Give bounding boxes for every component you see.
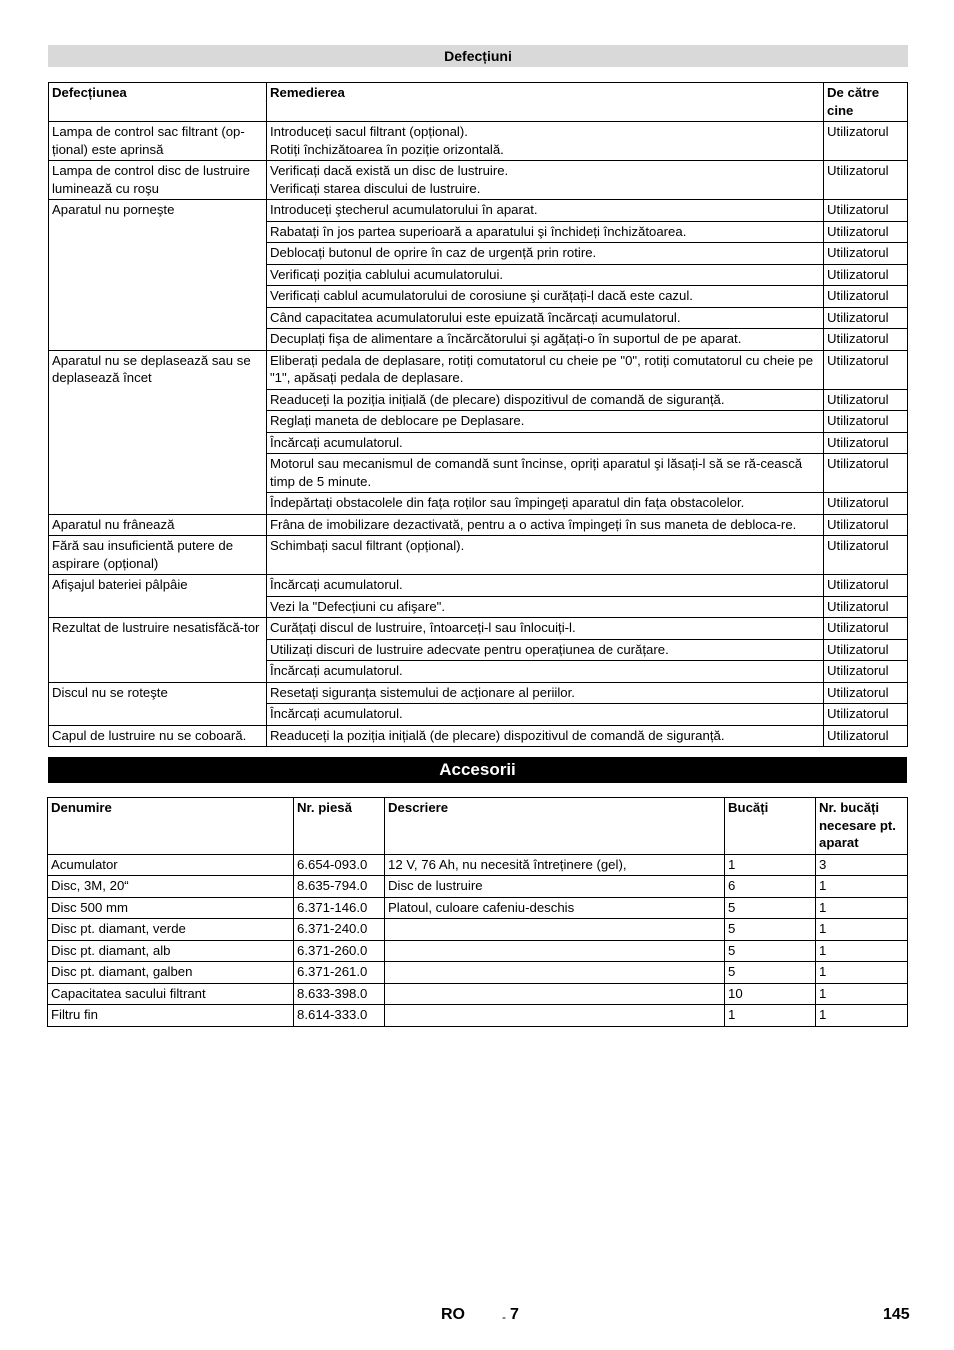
description-cell: Disc de lustruire xyxy=(385,876,725,898)
description-cell xyxy=(385,919,725,941)
defects-table xyxy=(48,82,908,747)
accessories-header-row xyxy=(48,798,908,855)
header-pieces: Bucăți xyxy=(725,798,816,855)
pieces-cell: 1 xyxy=(725,854,816,876)
defects-header-row xyxy=(49,83,908,122)
header-remedy: Remedierea xyxy=(267,83,824,122)
pieces-cell: 5 xyxy=(725,962,816,984)
defect-cell: Aparatul nu frânează xyxy=(49,514,267,536)
defect-row xyxy=(49,618,908,640)
accessory-row xyxy=(48,919,908,941)
pieces-cell: 1 xyxy=(725,1005,816,1027)
defect-cell: Lampa de control disc de lustruire luminează cu roşu xyxy=(49,161,267,200)
who-cell: Utilizatorul xyxy=(824,161,908,200)
pieces-cell: 6 xyxy=(725,876,816,898)
remedy-cell: Încărcați acumulatorul. xyxy=(267,575,824,597)
defect-row xyxy=(49,161,908,200)
remedy-cell: Utilizați discuri de lustruire adecvate pentru operațiunea de curățare. xyxy=(267,639,824,661)
part-no-cell: 8.633-398.0 xyxy=(294,983,385,1005)
name-cell: Capacitatea sacului filtrant xyxy=(48,983,294,1005)
defect-cell: Capul de lustruire nu se coboară. xyxy=(49,725,267,747)
remedy-cell: Introduceți ştecherul acumulatorului în aparat. xyxy=(267,200,824,222)
remedy-cell: Decuplați fişa de alimentare a încărcătorului şi agățați-o în suportul de pe aparat. xyxy=(267,329,824,351)
footer-page-number: 145 xyxy=(883,1306,910,1323)
required-pieces-cell: 1 xyxy=(816,897,908,919)
who-cell: Utilizatorul xyxy=(824,200,908,222)
defect-cell: Aparatul nu se deplasează sau se deplasează încet xyxy=(49,350,267,514)
description-cell xyxy=(385,940,725,962)
who-cell: Utilizatorul xyxy=(824,307,908,329)
defect-row xyxy=(49,575,908,597)
defect-row xyxy=(49,122,908,161)
remedy-cell: Vezi la "Defecțiuni cu afişare". xyxy=(267,596,824,618)
required-pieces-cell: 3 xyxy=(816,854,908,876)
pieces-cell: 5 xyxy=(725,919,816,941)
remedy-cell: Eliberați pedala de deplasare, rotiți comutatorul cu cheie pe "0", rotiți comutatorul cu cheie pe "1", apăsați pedala de deplasare. xyxy=(267,350,824,389)
accessory-row xyxy=(48,854,908,876)
required-pieces-cell: 1 xyxy=(816,876,908,898)
who-cell: Utilizatorul xyxy=(824,725,908,747)
defect-row xyxy=(49,514,908,536)
who-cell: Utilizatorul xyxy=(824,221,908,243)
part-no-cell: 6.371-260.0 xyxy=(294,940,385,962)
remedy-cell: Deblocați butonul de oprire în caz de urgență prin rotire. xyxy=(267,243,824,265)
part-no-cell: 6.371-240.0 xyxy=(294,919,385,941)
remedy-cell: Motorul sau mecanismul de comandă sunt încinse, opriți aparatul şi lăsați-l să se ră-cească timp de 5 minute. xyxy=(267,454,824,493)
who-cell: Utilizatorul xyxy=(824,389,908,411)
who-cell: Utilizatorul xyxy=(824,575,908,597)
defect-row xyxy=(49,536,908,575)
section-title-accessories: Accesorii xyxy=(48,757,907,783)
who-cell: Utilizatorul xyxy=(824,243,908,265)
defect-cell: Discul nu se roteşte xyxy=(49,682,267,725)
defect-row xyxy=(49,200,908,222)
who-cell: Utilizatorul xyxy=(824,264,908,286)
header-required-pieces: Nr. bucăți necesare pt. aparat xyxy=(816,798,908,855)
description-cell: 12 V, 76 Ah, nu necesită întreținere (gel), xyxy=(385,854,725,876)
pieces-cell: 10 xyxy=(725,983,816,1005)
remedy-cell: Resetați siguranța sistemului de acționare al periilor. xyxy=(267,682,824,704)
defect-row xyxy=(49,350,908,389)
name-cell: Disc pt. diamant, galben xyxy=(48,962,294,984)
remedy-cell: Verificați poziția cablului acumulatorului. xyxy=(267,264,824,286)
defect-row xyxy=(49,725,908,747)
remedy-cell: Readuceți la poziția inițială (de plecare) dispozitivul de comandă de siguranță. xyxy=(267,389,824,411)
defect-cell: Lampa de control sac filtrant (op-țional) este aprinsă xyxy=(49,122,267,161)
required-pieces-cell: 1 xyxy=(816,983,908,1005)
part-no-cell: 8.614-333.0 xyxy=(294,1005,385,1027)
who-cell: Utilizatorul xyxy=(824,639,908,661)
remedy-cell: Readuceți la poziția inițială (de plecare) dispozitivul de comandă de siguranță. xyxy=(267,725,824,747)
pieces-cell: 5 xyxy=(725,940,816,962)
remedy-cell: Încărcați acumulatorul. xyxy=(267,704,824,726)
who-cell: Utilizatorul xyxy=(824,454,908,493)
accessory-row xyxy=(48,940,908,962)
part-no-cell: 6.371-146.0 xyxy=(294,897,385,919)
who-cell: Utilizatorul xyxy=(824,596,908,618)
remedy-cell: Când capacitatea acumulatorului este epuizată încărcați acumulatorul. xyxy=(267,307,824,329)
name-cell: Filtru fin xyxy=(48,1005,294,1027)
who-cell: Utilizatorul xyxy=(824,122,908,161)
required-pieces-cell: 1 xyxy=(816,1005,908,1027)
remedy-cell: Îndepărtați obstacolele din fața roților sau împingeți aparatul din fața obstacolelor. xyxy=(267,493,824,515)
who-cell: Utilizatorul xyxy=(824,514,908,536)
header-defect: Defecțiunea xyxy=(49,83,267,122)
defect-cell: Aparatul nu porneşte xyxy=(49,200,267,351)
remedy-cell: Verificați cablul acumulatorului de corosiune şi curățați-l dacă este cazul. xyxy=(267,286,824,308)
description-cell xyxy=(385,1005,725,1027)
pieces-cell: 5 xyxy=(725,897,816,919)
name-cell: Disc pt. diamant, verde xyxy=(48,919,294,941)
defect-row xyxy=(49,682,908,704)
part-no-cell: 6.371-261.0 xyxy=(294,962,385,984)
defect-cell: Afişajul bateriei pâlpâie xyxy=(49,575,267,618)
name-cell: Disc, 3M, 20“ xyxy=(48,876,294,898)
header-part-no: Nr. piesă xyxy=(294,798,385,855)
who-cell: Utilizatorul xyxy=(824,682,908,704)
accessories-body xyxy=(48,854,908,1026)
header-name: Denumire xyxy=(48,798,294,855)
who-cell: Utilizatorul xyxy=(824,618,908,640)
required-pieces-cell: 1 xyxy=(816,962,908,984)
description-cell xyxy=(385,983,725,1005)
who-cell: Utilizatorul xyxy=(824,536,908,575)
footer-chapter-page: 7 xyxy=(510,1306,519,1323)
defect-cell: Fără sau insuficientă putere de aspirare (opțional) xyxy=(49,536,267,575)
who-cell: Utilizatorul xyxy=(824,661,908,683)
defects-body xyxy=(49,122,908,747)
remedy-cell: Curățați discul de lustruire, întoarceți-l sau înlocuiți-l. xyxy=(267,618,824,640)
remedy-cell: Introduceți sacul filtrant (opțional). Rotiți închizătoarea în poziție orizontală. xyxy=(267,122,824,161)
who-cell: Utilizatorul xyxy=(824,411,908,433)
who-cell: Utilizatorul xyxy=(824,493,908,515)
accessory-row xyxy=(48,876,908,898)
part-no-cell: 8.635-794.0 xyxy=(294,876,385,898)
required-pieces-cell: 1 xyxy=(816,919,908,941)
description-cell xyxy=(385,962,725,984)
required-pieces-cell: 1 xyxy=(816,940,908,962)
remedy-cell: Frâna de imobilizare dezactivată, pentru a o activa împingeți în sus maneta de debloca-re. xyxy=(267,514,824,536)
accessory-row xyxy=(48,962,908,984)
name-cell: Acumulator xyxy=(48,854,294,876)
header-who: De către cine xyxy=(824,83,908,122)
part-no-cell: 6.654-093.0 xyxy=(294,854,385,876)
header-description: Descriere xyxy=(385,798,725,855)
accessory-row xyxy=(48,983,908,1005)
defect-cell: Rezultat de lustruire nesatisfăcă-tor xyxy=(49,618,267,683)
accessories-table xyxy=(47,797,908,1027)
who-cell: Utilizatorul xyxy=(824,286,908,308)
who-cell: Utilizatorul xyxy=(824,432,908,454)
section-title-defects: Defecțiuni xyxy=(48,45,908,67)
remedy-cell: Reglați maneta de deblocare pe Deplasare. xyxy=(267,411,824,433)
footer-separator: - xyxy=(502,1310,506,1324)
footer-language: RO xyxy=(441,1306,465,1323)
name-cell: Disc 500 mm xyxy=(48,897,294,919)
accessory-row xyxy=(48,1005,908,1027)
description-cell: Platoul, culoare cafeniu-deschis xyxy=(385,897,725,919)
remedy-cell: Încărcați acumulatorul. xyxy=(267,661,824,683)
remedy-cell: Rabatați în jos partea superioară a aparatului şi închideți închizătoarea. xyxy=(267,221,824,243)
remedy-cell: Verificați dacă există un disc de lustruire. Verificați starea discului de lustruire. xyxy=(267,161,824,200)
name-cell: Disc pt. diamant, alb xyxy=(48,940,294,962)
remedy-cell: Schimbați sacul filtrant (opțional). xyxy=(267,536,824,575)
accessory-row xyxy=(48,897,908,919)
remedy-cell: Încărcați acumulatorul. xyxy=(267,432,824,454)
who-cell: Utilizatorul xyxy=(824,704,908,726)
who-cell: Utilizatorul xyxy=(824,350,908,389)
who-cell: Utilizatorul xyxy=(824,329,908,351)
